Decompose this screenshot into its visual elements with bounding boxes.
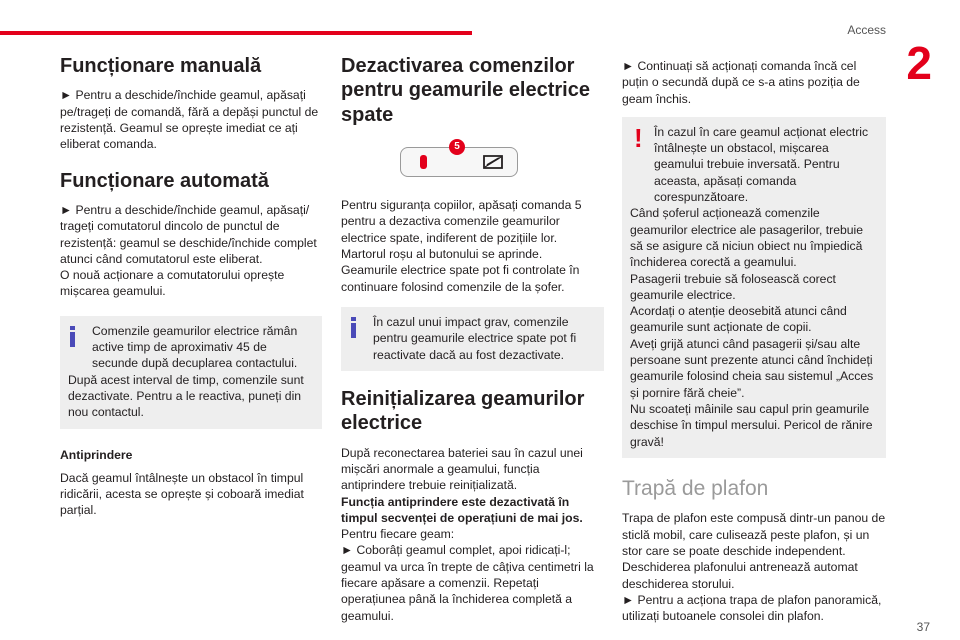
paragraph-reinit-bold: Funcția antiprindere este dezactivată în timpul secvenței de operațiuni de mai jos. — [341, 494, 583, 525]
info-note — [60, 316, 322, 429]
warning-text-1: În cazul în care geamul acționat electric întâlnește un obstacol, mișcarea geamului trebuie inversată. Pentru aceasta, apăsați comanda corespunzătoare. — [654, 124, 869, 205]
paragraph-reinit-2: Pentru fiecare geam: — [341, 527, 455, 542]
heading-reinitialization: Reinițializarea geamurilor electrice — [341, 387, 585, 435]
section-title: Access — [847, 23, 886, 37]
info-note-impact-text: În cazul unui impact grav, comenzile pentru geamurile electrice spate pot fi reactivate dacă au fost dezactivate. — [373, 314, 577, 362]
info-icon — [70, 326, 75, 347]
switch-red-indicator — [420, 155, 427, 169]
paragraph-continue: ► Continuați să acționați comanda încă cel puțin o secundă după ce s-a atins poziția de geam închis. — [622, 59, 860, 106]
paragraph-deact-1: Pentru siguranța copiilor, apăsați comanda 5 pentru a dezactiva comenzile geamurilor electrice spate, indiferent de pozițiile lor. — [341, 198, 582, 245]
warning-text-4: Acordați o atenție deosebită atunci când geamurile sunt acționate de copii. — [630, 304, 847, 335]
heading-automatic: Funcționare automată — [60, 169, 269, 192]
paragraph-auto-1: ► Pentru a deschide/închide geamul, apăsați/ trageți comutatorul dincolo de punctul de rezistență: geamul se deschide/închide complet atunci când comutatorul este eliberat. — [60, 202, 317, 266]
paragraph-reinit-1: După reconectarea bateriei sau în cazul unei mișcări anormale a geamului, funcția antiprindere trebuie reinițializată. — [341, 445, 583, 493]
page-number: 37 — [916, 620, 930, 634]
header-red-bar — [0, 31, 472, 35]
warning-text-2: Când șoferul acționează comenzile geamurilor electrice ale pasagerilor, trebuie să se asigure că niciun obiect nu împiedică închiderea corectă a geamului. — [630, 206, 864, 270]
switch-number-badge: 5 — [449, 139, 465, 155]
paragraph-deact-2: Martorul roșu al butonului se aprinde. — [341, 247, 543, 262]
paragraph-deact-3: Geamurile electrice spate pot fi controlate în continuare folosind comenzile de la șofer. — [341, 263, 580, 294]
warning-note — [622, 117, 886, 458]
column-1 — [60, 54, 322, 519]
paragraph-manual: ► Pentru a deschide/închide geamul, apăsați pe/trageți de comandă, fără a depăși punctul de rezistență. Geamul se oprește imediat ce ați eliberat comanda. — [60, 88, 319, 152]
heading-deactivation: Dezactivarea comenzilor pentru geamurile electrice spate — [341, 55, 590, 126]
info-note-text-1: Comenzile geamurilor electrice rămân active timp de aproximativ 45 de secunde după decuplarea contactului. — [92, 323, 298, 371]
column-3 — [622, 58, 886, 625]
paragraph-sunroof-1: Trapa de plafon este compusă dintr-un panou de sticlă mobil, care culisează peste plafon, și un stor care se poate deschide independent. — [622, 511, 886, 559]
chapter-number: 2 — [906, 37, 932, 89]
warning-text-6: Nu scoateți mâinile sau capul prin geamurile deschise în timpul mersului. Pericol de rănire gravă! — [630, 401, 873, 449]
paragraph-sunroof-3: ► Pentru a acționa trapa de plafon panoramică, utilizați butoanele consolei din plafon. — [622, 592, 882, 624]
info-icon — [351, 317, 356, 338]
heading-antipinch: Antiprindere — [60, 447, 133, 462]
window-lock-icon — [482, 154, 504, 170]
column-2 — [341, 54, 604, 624]
heading-sunroof: Trapă de plafon — [622, 476, 769, 500]
paragraph-sunroof-2: Deschiderea plafonului antrenează automat deschiderea storului. — [622, 560, 858, 591]
warning-text-3: Pasagerii trebuie să folosească corect geamurile electrice. — [630, 271, 836, 302]
info-note-text-2: După acest interval de timp, comenzile sunt dezactivate. Pentru a le reactiva, puneți din nou contactul. — [68, 372, 304, 420]
info-note-impact — [341, 307, 604, 371]
paragraph-antipinch: Dacă geamul întâlnește un obstacol în timpul ridicării, acesta se oprește și coboară imediat parțial. — [60, 470, 304, 518]
warning-text-5: Aveți grijă atunci când pasagerii și/sau alte persoane sunt prezente atunci când închideți geamurile folosind cheia sau sistemul „Acces și pornire fără cheie”. — [630, 336, 874, 400]
paragraph-reinit-3: ► Coborâți geamul complet, apoi ridicați-l; geamul va urca în trepte de câțiva centimetri la fiecare apăsare a comenzii. Repetați operațiunea până la închiderea completă a geamului. — [341, 543, 594, 623]
heading-manual: Funcționare manuală — [60, 55, 262, 77]
paragraph-auto-2: O nouă acționare a comutatorului oprește mișcarea geamului. — [60, 268, 285, 299]
child-lock-switch-illustration — [400, 139, 520, 177]
warning-icon: ! — [634, 122, 643, 153]
